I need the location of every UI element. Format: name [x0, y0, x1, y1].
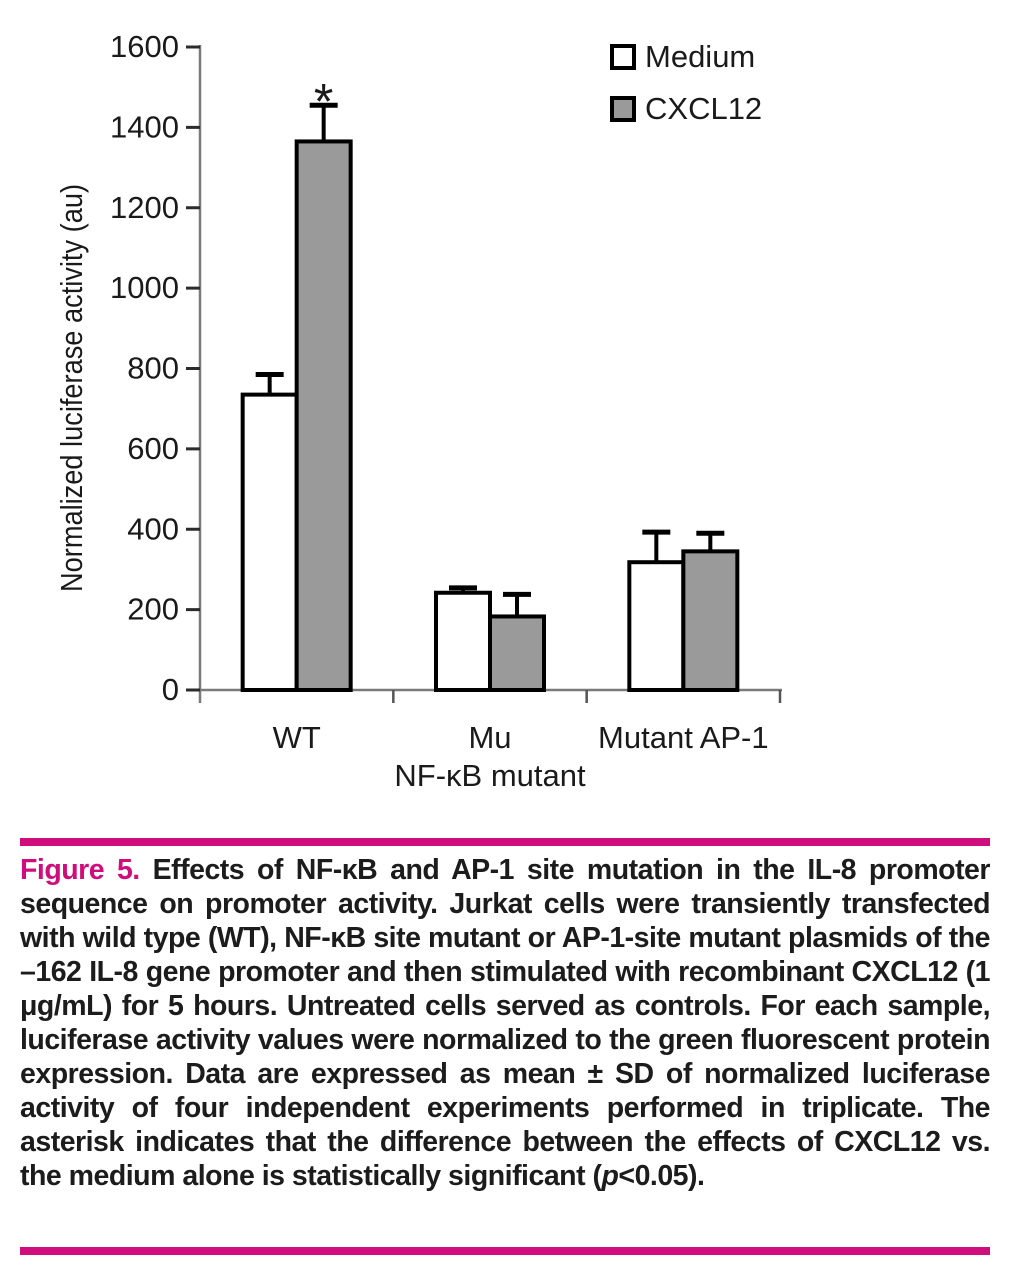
- bar-Mu-CXCL12: [490, 616, 544, 690]
- figure-caption-text: Effects of NF-κB and AP-1 site mutation in the IL-8 promoter sequence on promoter activity. Jurkat cells were transiently transfected with wild type (WT), NF-κB site mutant or AP-1-site mutant plasmids of the –162 IL-8 gene promoter and then stimulated with recombinant CXCL12 (1 μg/mL) for 5 hours. Untreated cells served as controls. For each sample, luciferase activity values were normalized to the green fluorescent protein expression. Data are expressed as mean ± SD of normalized luciferase activity of four independent experiments performed in triplicate. The asterisk indicates that the difference between the effects of CXCL12 vs. the medium alone is statistically significant (: [20, 854, 990, 1192]
- figure-caption-label: Figure 5.: [20, 854, 140, 886]
- bar-Mutant AP-1-Medium: [629, 562, 683, 690]
- legend-label-CXCL12: CXCL12: [645, 91, 763, 126]
- x-label-Mu: Mu: [468, 720, 512, 755]
- y-tick-label: 600: [127, 430, 179, 466]
- legend-swatch-CXCL12: [612, 98, 634, 120]
- y-tick-label: 1200: [110, 189, 179, 225]
- x-sublabel: NF-κB mutant: [394, 758, 586, 793]
- top-divider-rule: [20, 838, 990, 846]
- bar-Mutant AP-1-CXCL12: [683, 551, 737, 690]
- y-tick-label: 400: [127, 511, 179, 547]
- legend-label-Medium: Medium: [645, 39, 756, 74]
- significance-asterisk: *: [313, 73, 334, 130]
- figure-caption-text-end: <0.05).: [618, 1160, 705, 1192]
- y-tick-label: 1600: [110, 29, 179, 64]
- bar-WT-CXCL12: [297, 141, 351, 690]
- bar-Mu-Medium: [436, 593, 490, 690]
- legend-swatch-Medium: [612, 46, 634, 68]
- x-label-WT: WT: [272, 720, 321, 755]
- y-tick-label: 1000: [110, 270, 179, 306]
- y-tick-label: 800: [127, 350, 179, 386]
- y-tick-label: 200: [127, 591, 179, 627]
- y-tick-label: 1400: [110, 109, 179, 145]
- bottom-divider-rule: [20, 1247, 990, 1255]
- bar-WT-Medium: [243, 395, 297, 690]
- caption-p-italic: p: [601, 1160, 619, 1192]
- y-axis-title: Normalized luciferase activity (au): [54, 126, 89, 592]
- x-label-Mutant AP-1: Mutant AP-1: [598, 720, 769, 755]
- y-tick-label: 0: [161, 672, 179, 707]
- figure-caption: [20, 853, 990, 1193]
